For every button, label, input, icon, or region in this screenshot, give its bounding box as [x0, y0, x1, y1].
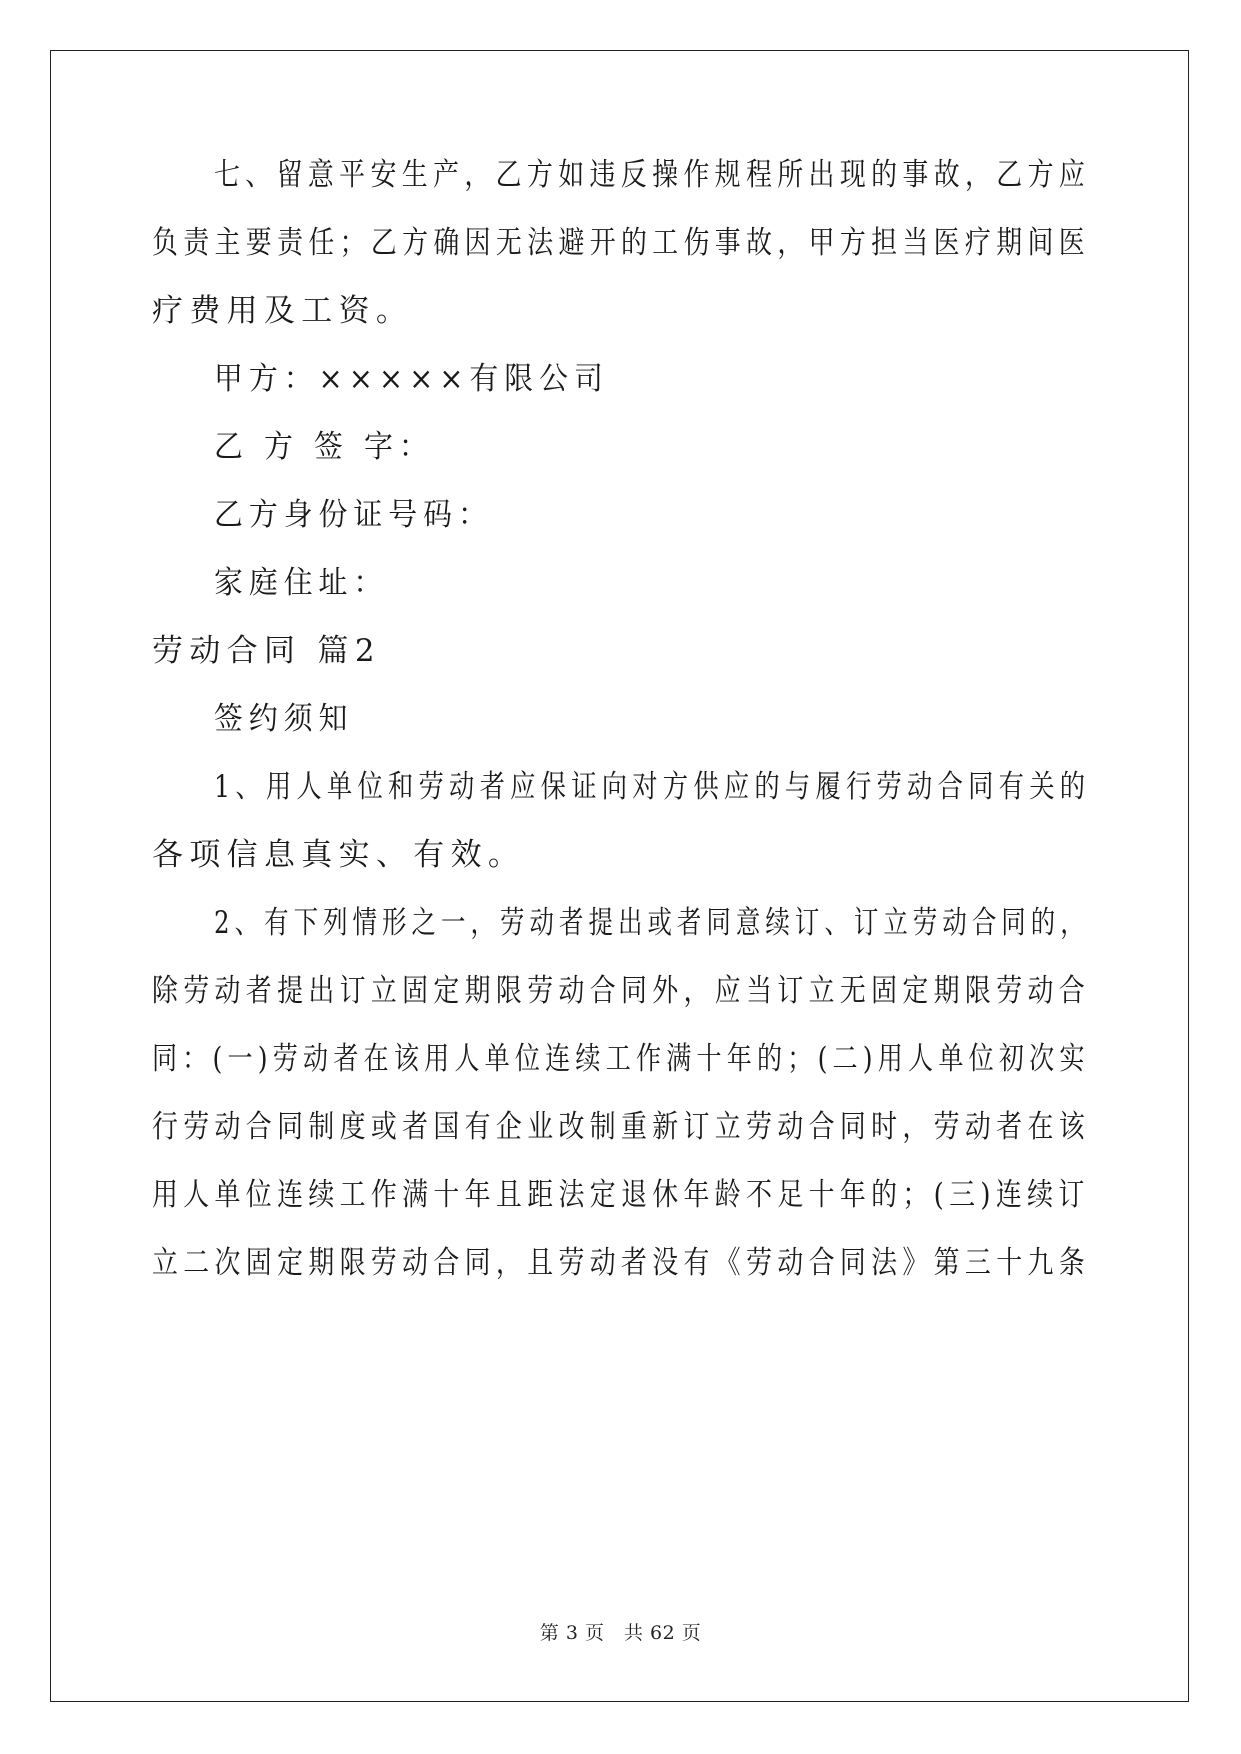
paragraph-line: 1、用人单位和劳动者应保证向对方供应的与履行劳动合同有关的	[214, 769, 1091, 805]
paragraph-line: 2、有下列情形之一，劳动者提出或者同意续订、订立劳动合同的，	[214, 905, 1090, 941]
party-b-id-line: 乙方身份证号码：	[214, 497, 493, 533]
page-number-footer: 第 3 页 共 62 页	[539, 1622, 702, 1644]
paragraph-line: 负责主要责任；乙方确因无法避开的工伤事故，甲方担当医疗期间医	[152, 225, 1090, 261]
paragraph-line: 除劳动者提出订立固定期限劳动合同外，应当订立无固定期限劳动合	[152, 973, 1090, 1009]
paragraph-line: 疗费用及工资。	[152, 293, 414, 329]
paragraph-line: 行劳动合同制度或者国有企业改制重新订立劳动合同时，劳动者在该	[152, 1109, 1090, 1145]
paragraph-line: 同：(一)劳动者在该用人单位连续工作满十年的；(二)用人单位初次实	[152, 1041, 1090, 1077]
home-address-line: 家庭住址：	[214, 565, 389, 601]
paragraph-line: 立二次固定期限劳动合同，且劳动者没有《劳动合同法》第三十九条	[152, 1245, 1090, 1281]
party-a-line: 甲方：×××××有限公司	[214, 361, 609, 397]
paragraph-line: 七、留意平安生产，乙方如违反操作规程所出现的事故，乙方应	[214, 157, 1091, 193]
section-heading: 劳动合同 篇2	[152, 633, 381, 669]
party-b-signature-line: 乙 方 签 字：	[214, 429, 434, 465]
paragraph-line: 各项信息真实、有效。	[152, 837, 526, 873]
paragraph-line: 用人单位连续工作满十年且距法定退休年龄不足十年的；(三)连续订	[152, 1177, 1090, 1213]
subsection-heading: 签约须知	[214, 701, 354, 737]
